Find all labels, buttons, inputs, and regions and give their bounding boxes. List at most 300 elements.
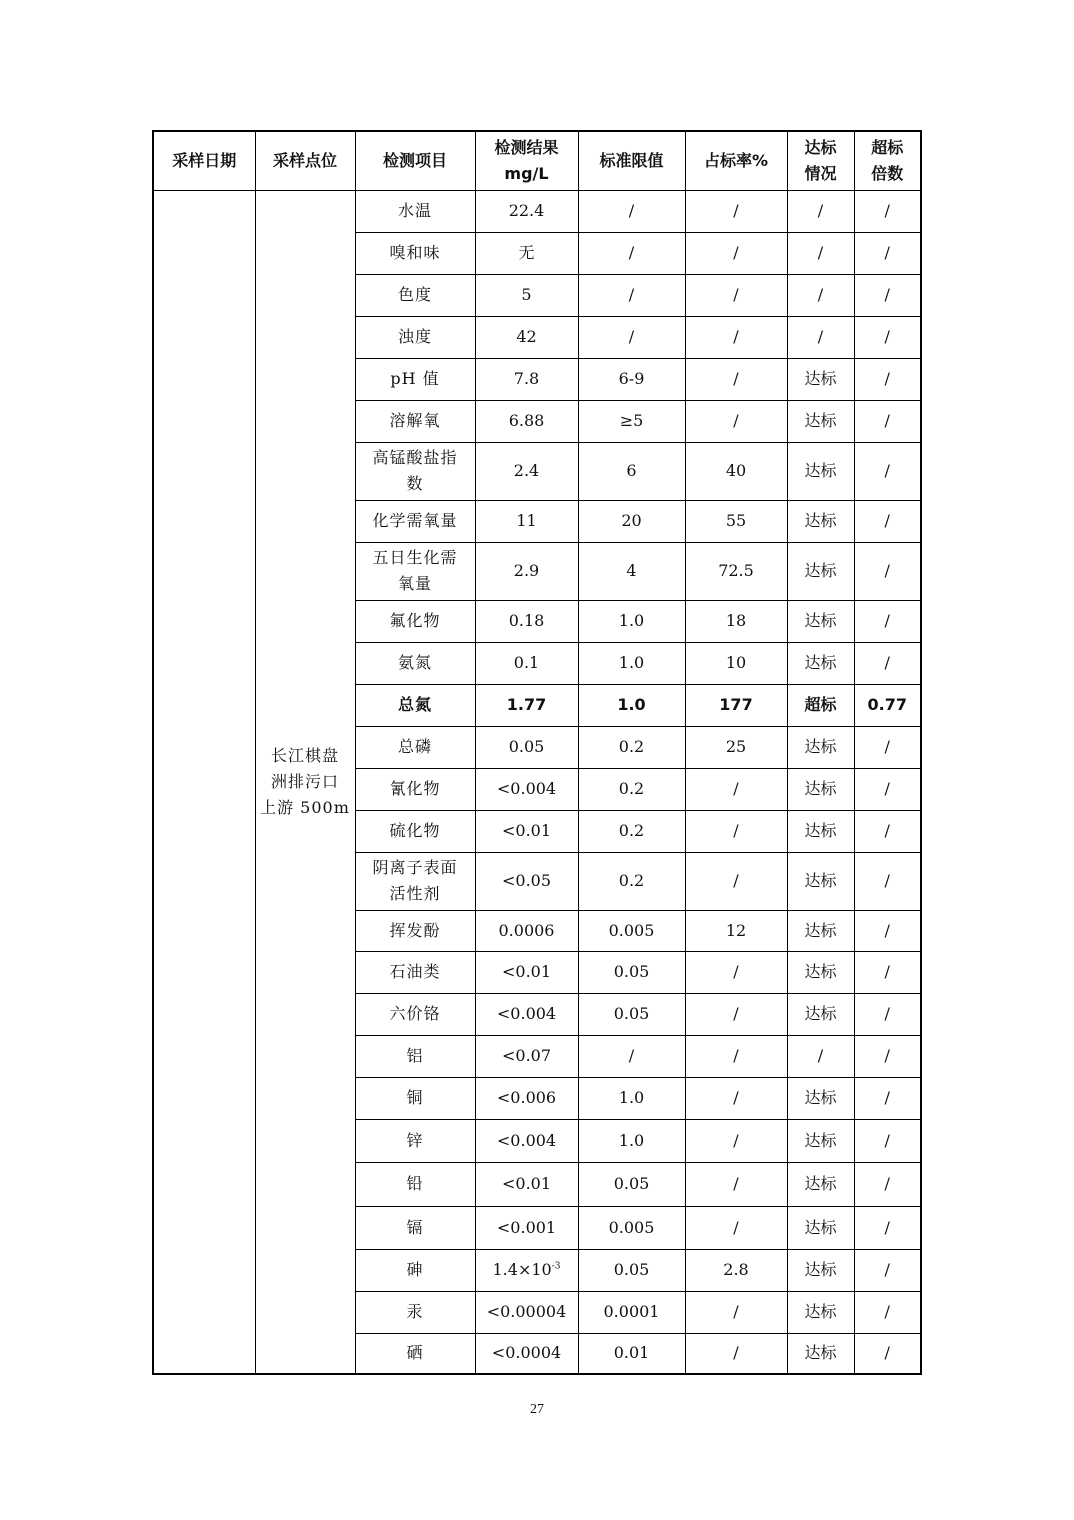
limit-value: 0.05 (613, 1174, 650, 1193)
limit-cell (578, 400, 685, 442)
ratio-value: 177 (719, 695, 753, 714)
compliance-cell (787, 1206, 854, 1249)
test-item-value: 六价铬 (389, 1004, 441, 1023)
result-cell (475, 768, 578, 810)
exceed-value: / (884, 511, 890, 530)
result-cell (475, 1249, 578, 1291)
exceed-cell (854, 500, 921, 542)
exceed-cell (854, 442, 921, 500)
exceed-value: / (884, 653, 890, 672)
ratio-value: / (733, 369, 739, 388)
ratio-value: 10 (725, 653, 747, 672)
limit-cell (578, 600, 685, 642)
exceed-cell (854, 1162, 921, 1206)
result-value: 2.9 (513, 561, 540, 580)
result-cell (475, 852, 578, 910)
exceed-value: / (884, 369, 890, 388)
compliance-value: 达标 (804, 511, 837, 530)
compliance-cell (787, 1291, 854, 1333)
limit-cell (578, 768, 685, 810)
result-value: 7.8 (513, 369, 540, 388)
exceed-cell (854, 1249, 921, 1291)
exceed-cell (854, 993, 921, 1035)
limit-value: 1.0 (618, 1088, 645, 1107)
ratio-value: / (733, 1174, 739, 1193)
test-item-value: 色度 (397, 285, 432, 304)
limit-cell (578, 1249, 685, 1291)
sampling-location-line: 长江棋盘 (270, 745, 339, 765)
compliance-cell (787, 1119, 854, 1162)
test-item-value: 硫化物 (389, 821, 441, 840)
compliance-cell (787, 274, 854, 316)
result-cell (475, 1162, 578, 1206)
result-value: 0.1 (513, 653, 540, 672)
limit-cell (578, 726, 685, 768)
ratio-cell (685, 642, 787, 684)
compliance-cell (787, 400, 854, 442)
header-test-result (475, 131, 578, 190)
exceed-value: / (884, 1004, 890, 1023)
result-cell (475, 1206, 578, 1249)
ratio-cell (685, 500, 787, 542)
result-value: 0.05 (508, 737, 545, 756)
test-item-value: 总磷 (397, 737, 432, 756)
test-item-cell (355, 1206, 475, 1249)
result-cell (475, 190, 578, 232)
limit-value: 1.0 (618, 653, 645, 672)
exceed-cell (854, 768, 921, 810)
exceed-cell (854, 684, 921, 726)
limit-value: 0.2 (618, 779, 645, 798)
exceed-cell (854, 1333, 921, 1374)
compliance-value: 达标 (804, 1302, 837, 1321)
result-value: <0.004 (496, 1130, 557, 1150)
limit-value: 0.005 (608, 920, 655, 940)
result-value: <0.07 (501, 1046, 552, 1065)
compliance-cell (787, 1333, 854, 1374)
exceed-value: / (884, 1130, 890, 1150)
result-cell (475, 642, 578, 684)
ratio-value: 25 (725, 737, 747, 756)
limit-cell (578, 642, 685, 684)
test-item-cell (355, 810, 475, 852)
limit-value: 1.0 (617, 695, 646, 714)
exceed-cell (854, 726, 921, 768)
test-item-value: 氰化物 (389, 779, 441, 798)
test-item-cell (355, 642, 475, 684)
result-cell (475, 442, 578, 500)
limit-cell (578, 358, 685, 400)
header-sampling-location: 采样点位 (255, 131, 355, 190)
exceed-cell (854, 232, 921, 274)
ratio-cell (685, 1035, 787, 1077)
result-value: 1.77 (506, 695, 547, 714)
exceed-value: / (884, 561, 890, 580)
limit-value: ≥5 (619, 411, 644, 430)
result-exponent: -3 (551, 1261, 561, 1272)
ratio-value: / (733, 1302, 739, 1321)
ratio-cell (685, 852, 787, 910)
test-item-value: 石油类 (389, 962, 441, 981)
limit-value: 0.005 (608, 1217, 655, 1237)
test-item-cell (355, 993, 475, 1035)
header-test-result-label: 检测结果 (494, 137, 559, 157)
limit-value: 6 (626, 461, 637, 480)
limit-value: / (628, 327, 635, 346)
header-row (153, 131, 921, 190)
ratio-value: 55 (725, 511, 747, 530)
limit-cell (578, 232, 685, 274)
compliance-cell (787, 1162, 854, 1206)
compliance-cell (787, 358, 854, 400)
ratio-cell (685, 1206, 787, 1249)
compliance-cell (787, 684, 854, 726)
compliance-value: 达标 (804, 920, 837, 940)
compliance-cell (787, 768, 854, 810)
exceed-cell (854, 910, 921, 951)
result-value: 0.18 (508, 611, 545, 630)
result-cell (475, 500, 578, 542)
compliance-value: 达标 (804, 1174, 837, 1193)
ratio-cell (685, 1291, 787, 1333)
compliance-value: 达标 (804, 962, 837, 981)
ratio-value: / (733, 411, 739, 430)
test-item-value: 五日生化需氧量 (372, 548, 458, 593)
exceed-cell (854, 810, 921, 852)
exceed-value: / (884, 1302, 890, 1321)
compliance-value: 达标 (804, 411, 837, 430)
exceed-cell (854, 1206, 921, 1249)
limit-cell (578, 1333, 685, 1374)
compliance-cell (787, 1077, 854, 1119)
test-item-value: 氟化物 (389, 611, 441, 630)
limit-cell (578, 852, 685, 910)
ratio-cell (685, 442, 787, 500)
limit-value: 1.0 (618, 611, 645, 630)
result-value: <0.05 (501, 871, 552, 890)
limit-value: / (628, 201, 635, 220)
exceed-value: / (884, 611, 890, 630)
ratio-cell (685, 1077, 787, 1119)
exceed-value: / (884, 1088, 890, 1107)
result-value: 0.0006 (498, 920, 555, 940)
compliance-cell (787, 1249, 854, 1291)
result-value: 无 (518, 243, 535, 262)
exceed-cell (854, 1077, 921, 1119)
limit-cell (578, 910, 685, 951)
test-item-cell (355, 726, 475, 768)
ratio-cell (685, 316, 787, 358)
limit-cell (578, 190, 685, 232)
result-cell (475, 600, 578, 642)
result-cell (475, 1291, 578, 1333)
ratio-cell (685, 1333, 787, 1374)
result-cell (475, 684, 578, 726)
compliance-cell (787, 232, 854, 274)
header-compliance-line1: 达标 (804, 137, 837, 157)
test-item-cell (355, 1119, 475, 1162)
test-item-value: 嗅和味 (389, 243, 441, 262)
header-test-result-unit: mg/L (504, 163, 549, 183)
exceed-value: / (884, 1343, 890, 1363)
compliance-cell (787, 993, 854, 1035)
result-value: 42 (516, 327, 537, 346)
test-item-value: 硒 (406, 1343, 424, 1363)
test-item-cell (355, 542, 475, 600)
ratio-value: 40 (725, 461, 747, 480)
result-value: <0.0004 (491, 1343, 562, 1363)
result-value: <0.01 (501, 962, 552, 981)
test-item-value: 化学需氧量 (372, 511, 458, 530)
ratio-value: / (733, 1046, 739, 1065)
compliance-cell (787, 1035, 854, 1077)
header-exceed-line2: 倍数 (871, 163, 904, 183)
result-cell (475, 542, 578, 600)
result-cell (475, 1035, 578, 1077)
test-item-value: 溶解氧 (389, 411, 441, 430)
sampling-location-line: 洲排污口 (270, 771, 339, 791)
ratio-cell (685, 1119, 787, 1162)
compliance-cell (787, 442, 854, 500)
result-value: 1.4×10 (492, 1260, 552, 1279)
result-cell (475, 1119, 578, 1162)
limit-cell (578, 810, 685, 852)
exceed-value: / (884, 779, 890, 798)
test-item-value: 氨氮 (397, 653, 432, 672)
exceed-value: / (884, 243, 890, 262)
test-item-cell (355, 1291, 475, 1333)
header-standard-limit: 标准限值 (578, 131, 685, 190)
test-item-cell (355, 442, 475, 500)
exceed-cell (854, 1035, 921, 1077)
ratio-cell (685, 232, 787, 274)
page-number: 27 (530, 1402, 544, 1417)
limit-cell (578, 1291, 685, 1333)
test-item-value: 挥发酚 (389, 920, 441, 940)
limit-value: 0.05 (613, 962, 650, 981)
compliance-value: 超标 (804, 695, 837, 714)
ratio-value: / (733, 1088, 739, 1107)
ratio-cell (685, 1249, 787, 1291)
exceed-value: / (884, 737, 890, 756)
compliance-value: 达标 (804, 461, 837, 480)
test-item-cell (355, 190, 475, 232)
monitoring-results-table (152, 130, 922, 1375)
result-cell (475, 316, 578, 358)
result-value: 5 (521, 285, 532, 304)
test-item-value: 铜 (406, 1088, 424, 1107)
ratio-cell (685, 910, 787, 951)
exceed-value: / (884, 1046, 890, 1065)
result-cell (475, 910, 578, 951)
compliance-cell (787, 500, 854, 542)
compliance-cell (787, 726, 854, 768)
exceed-value: / (884, 411, 890, 430)
result-cell (475, 726, 578, 768)
test-item-cell (355, 684, 475, 726)
sampling-date-cell (153, 190, 255, 1374)
table-row (153, 190, 921, 232)
test-item-value: 铅 (406, 1174, 424, 1193)
exceed-cell (854, 542, 921, 600)
ratio-cell (685, 951, 787, 993)
exceed-value: / (884, 821, 890, 840)
ratio-cell (685, 684, 787, 726)
compliance-value: 达标 (804, 561, 837, 580)
ratio-cell (685, 600, 787, 642)
ratio-cell (685, 993, 787, 1035)
exceed-cell (854, 951, 921, 993)
limit-value: 6-9 (618, 369, 645, 388)
exceed-value: / (884, 201, 890, 220)
header-ratio: 占标率% (685, 131, 787, 190)
compliance-value: 达标 (804, 1260, 837, 1279)
ratio-value: / (733, 243, 739, 262)
result-cell (475, 951, 578, 993)
test-item-cell (355, 500, 475, 542)
limit-value: 0.2 (618, 871, 645, 890)
exceed-value: / (884, 461, 890, 480)
test-item-value: 铝 (406, 1046, 424, 1065)
exceed-value: / (884, 1217, 890, 1237)
limit-value: 0.05 (613, 1004, 650, 1023)
limit-cell (578, 316, 685, 358)
compliance-value: 达标 (804, 611, 837, 630)
ratio-cell (685, 400, 787, 442)
result-value: 11 (516, 511, 537, 530)
test-item-cell (355, 1035, 475, 1077)
compliance-cell (787, 542, 854, 600)
limit-value: 20 (621, 511, 642, 530)
compliance-cell (787, 600, 854, 642)
test-item-cell (355, 316, 475, 358)
ratio-cell (685, 768, 787, 810)
result-value: <0.004 (496, 779, 557, 798)
exceed-value: 0.77 (867, 695, 907, 714)
compliance-value: / (817, 327, 824, 346)
ratio-cell (685, 810, 787, 852)
result-cell (475, 1077, 578, 1119)
compliance-value: / (817, 243, 824, 262)
test-item-cell (355, 1333, 475, 1374)
exceed-value: / (884, 920, 890, 940)
test-item-cell (355, 951, 475, 993)
limit-value: 1.0 (618, 1130, 645, 1150)
ratio-value: / (733, 201, 739, 220)
limit-cell (578, 1119, 685, 1162)
ratio-value: / (733, 1343, 739, 1363)
limit-cell (578, 1035, 685, 1077)
test-item-cell (355, 400, 475, 442)
exceed-value: / (884, 1174, 890, 1193)
compliance-value: 达标 (804, 1343, 837, 1363)
result-value: <0.00004 (486, 1302, 567, 1321)
table-body (153, 190, 921, 1374)
limit-value: 0.05 (613, 1260, 650, 1279)
compliance-value: 达标 (804, 1004, 837, 1023)
result-cell (475, 400, 578, 442)
limit-cell (578, 993, 685, 1035)
header-test-item: 检测项目 (355, 131, 475, 190)
test-item-value: 阴离子表面活性剂 (372, 858, 458, 903)
test-item-value: 锌 (406, 1130, 424, 1150)
limit-value: 0.2 (618, 737, 645, 756)
exceed-cell (854, 642, 921, 684)
ratio-value: / (733, 1130, 739, 1150)
compliance-value: 达标 (804, 653, 837, 672)
test-item-value: pH 值 (390, 369, 440, 388)
test-item-cell (355, 852, 475, 910)
result-value: 2.4 (513, 461, 540, 480)
limit-cell (578, 684, 685, 726)
result-value: <0.004 (496, 1004, 557, 1023)
header-sampling-date: 采样日期 (153, 131, 255, 190)
exceed-value: / (884, 327, 890, 346)
limit-value: 0.01 (613, 1343, 650, 1363)
limit-cell (578, 1162, 685, 1206)
compliance-value: 达标 (804, 871, 837, 890)
limit-value: / (628, 1046, 635, 1065)
test-item-cell (355, 768, 475, 810)
compliance-value: 达标 (804, 821, 837, 840)
exceed-value: / (884, 285, 890, 304)
ratio-cell (685, 190, 787, 232)
limit-value: 4 (626, 561, 637, 580)
compliance-value: / (817, 201, 824, 220)
ratio-value: 18 (725, 611, 747, 630)
ratio-value: 2.8 (723, 1260, 749, 1279)
exceed-value: / (884, 1260, 890, 1279)
compliance-cell (787, 316, 854, 358)
result-cell (475, 232, 578, 274)
test-item-value: 汞 (406, 1302, 424, 1321)
test-item-cell (355, 358, 475, 400)
test-item-value: 砷 (406, 1260, 424, 1279)
limit-cell (578, 442, 685, 500)
ratio-cell (685, 358, 787, 400)
limit-value: 0.2 (618, 821, 645, 840)
ratio-cell (685, 274, 787, 316)
ratio-value: 72.5 (718, 561, 754, 580)
test-item-cell (355, 274, 475, 316)
result-value: <0.001 (496, 1217, 557, 1237)
exceed-cell (854, 600, 921, 642)
limit-cell (578, 500, 685, 542)
exceed-cell (854, 316, 921, 358)
result-value: 6.88 (508, 411, 545, 430)
exceed-cell (854, 400, 921, 442)
result-cell (475, 810, 578, 852)
compliance-value: 达标 (804, 1088, 837, 1107)
compliance-value: 达标 (804, 779, 837, 798)
header-compliance-line2: 情况 (804, 163, 837, 183)
result-cell (475, 993, 578, 1035)
test-item-value: 浊度 (397, 327, 432, 346)
test-item-cell (355, 910, 475, 951)
compliance-cell (787, 910, 854, 951)
compliance-value: 达标 (804, 1130, 837, 1150)
test-item-value: 镉 (406, 1217, 424, 1237)
header-compliance (787, 131, 854, 190)
exceed-value: / (884, 871, 890, 890)
test-item-cell (355, 1249, 475, 1291)
header-exceed-line1: 超标 (871, 137, 904, 157)
limit-value: / (628, 285, 635, 304)
limit-cell (578, 1206, 685, 1249)
sampling-location-line: 上游 500m (260, 797, 350, 817)
test-item-cell (355, 1162, 475, 1206)
test-item-cell (355, 1077, 475, 1119)
